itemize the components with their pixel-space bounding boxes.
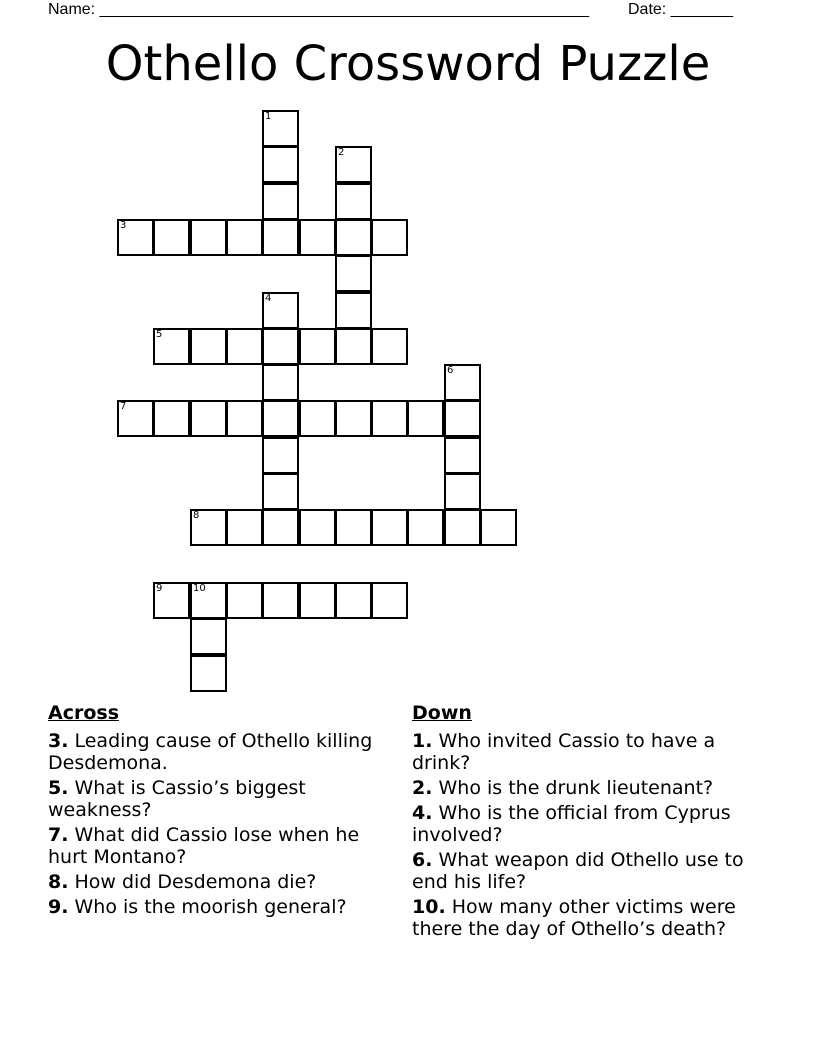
grid-cell[interactable]	[190, 219, 227, 256]
clue-number: 8.	[48, 871, 69, 893]
across-clue	[48, 777, 398, 821]
grid-cell[interactable]	[335, 400, 372, 437]
clue-text: Who is the drunk lieutenant?	[432, 777, 714, 799]
grid-cell[interactable]	[335, 582, 372, 619]
clue-number: 7	[120, 401, 127, 412]
clue-number: 7.	[48, 824, 69, 846]
clue-number: 5	[156, 329, 163, 340]
grid-cell[interactable]	[335, 292, 372, 329]
clue-number: 5.	[48, 777, 69, 799]
clue-number: 10	[193, 583, 206, 594]
down-clue	[412, 896, 762, 940]
grid-cell[interactable]	[153, 328, 190, 365]
clue-text: What is Cassio’s biggest weakness?	[48, 777, 306, 821]
clue-text: What did Cassio lose when he hurt Montano?	[48, 824, 360, 868]
grid-cell[interactable]	[480, 509, 517, 546]
across-clue	[48, 824, 398, 868]
clue-number: 6.	[412, 849, 433, 871]
grid-cell[interactable]	[262, 364, 299, 401]
grid-cell[interactable]	[190, 582, 227, 619]
grid-cell[interactable]	[262, 146, 299, 183]
grid-cell[interactable]	[262, 437, 299, 474]
grid-cell[interactable]	[262, 183, 299, 220]
clue-number: 1.	[412, 730, 433, 752]
grid-cell[interactable]	[190, 655, 227, 692]
grid-cell[interactable]	[153, 219, 190, 256]
grid-cell[interactable]	[444, 509, 481, 546]
grid-cell[interactable]	[371, 582, 408, 619]
grid-cell[interactable]	[226, 219, 263, 256]
grid-cell[interactable]	[444, 473, 481, 510]
grid-cell[interactable]	[226, 400, 263, 437]
across-clues	[48, 702, 398, 921]
clue-number: 3.	[48, 730, 69, 752]
grid-cell[interactable]	[335, 219, 372, 256]
clue-number: 4	[265, 293, 272, 304]
grid-cell[interactable]	[226, 582, 263, 619]
grid-cell[interactable]	[335, 255, 372, 292]
grid-cell[interactable]	[117, 400, 154, 437]
down-clue	[412, 777, 762, 799]
grid-cell[interactable]	[262, 110, 299, 147]
clue-number: 9	[156, 583, 163, 594]
clue-text: Who is the official from Cyprus involved?	[412, 802, 731, 846]
grid-cell[interactable]	[299, 328, 336, 365]
grid-cell[interactable]	[190, 328, 227, 365]
puzzle-title: Othello Crossword Puzzle	[105, 36, 711, 92]
grid-cell[interactable]	[117, 219, 154, 256]
grid-cell[interactable]	[190, 400, 227, 437]
clue-text: What weapon did Othello use to end his life?	[412, 849, 744, 893]
grid-cell[interactable]	[262, 219, 299, 256]
grid-cell[interactable]	[371, 400, 408, 437]
grid-cell[interactable]	[190, 618, 227, 655]
across-clue	[48, 896, 398, 918]
grid-cell[interactable]	[226, 509, 263, 546]
clue-number: 2	[338, 147, 345, 158]
grid-cell[interactable]	[262, 400, 299, 437]
grid-cell[interactable]	[262, 292, 299, 329]
clue-number: 9.	[48, 896, 69, 918]
clue-text: How did Desdemona die?	[68, 871, 317, 893]
grid-cell[interactable]	[444, 400, 481, 437]
grid-cell[interactable]	[335, 183, 372, 220]
grid-cell[interactable]	[299, 400, 336, 437]
name-field-label: Name: _______________________________________________________	[48, 1, 589, 18]
down-heading: Down	[412, 702, 472, 724]
grid-cell[interactable]	[262, 582, 299, 619]
clue-text: Who is the moorish general?	[68, 896, 347, 918]
down-clues	[412, 702, 762, 943]
across-clue	[48, 871, 398, 893]
clue-number: 3	[120, 220, 127, 231]
across-heading: Across	[48, 702, 120, 724]
grid-cell[interactable]	[299, 219, 336, 256]
grid-cell[interactable]	[371, 219, 408, 256]
across-clue	[48, 730, 398, 774]
grid-cell[interactable]	[226, 328, 263, 365]
grid-cell[interactable]	[153, 400, 190, 437]
grid-cell[interactable]	[444, 437, 481, 474]
clue-text: Who invited Cassio to have a drink?	[412, 730, 716, 774]
grid-cell[interactable]	[299, 582, 336, 619]
date-field-label: Date: _______	[628, 1, 733, 18]
clue-text: How many other victims were there the day of Othello’s death?	[412, 896, 736, 940]
down-clue	[412, 849, 762, 893]
grid-cell[interactable]	[153, 582, 190, 619]
grid-cell[interactable]	[335, 509, 372, 546]
grid-cell[interactable]	[407, 400, 444, 437]
clue-number: 6	[447, 365, 454, 376]
clue-number: 10.	[412, 896, 446, 918]
grid-cell[interactable]	[371, 328, 408, 365]
grid-cell[interactable]	[262, 328, 299, 365]
grid-cell[interactable]	[299, 509, 336, 546]
clue-text: Leading cause of Othello killing Desdemona.	[48, 730, 373, 774]
clue-number: 2.	[412, 777, 433, 799]
grid-cell[interactable]	[190, 509, 227, 546]
clue-number: 8	[193, 510, 200, 521]
down-clue	[412, 802, 762, 846]
grid-cell[interactable]	[262, 509, 299, 546]
grid-cell[interactable]	[335, 146, 372, 183]
grid-cell[interactable]	[335, 328, 372, 365]
down-clue	[412, 730, 762, 774]
grid-cell[interactable]	[371, 509, 408, 546]
clue-number: 4.	[412, 802, 433, 824]
clue-number: 1	[265, 111, 272, 122]
grid-cell[interactable]	[407, 509, 444, 546]
grid-cell[interactable]	[444, 364, 481, 401]
grid-cell[interactable]	[262, 473, 299, 510]
